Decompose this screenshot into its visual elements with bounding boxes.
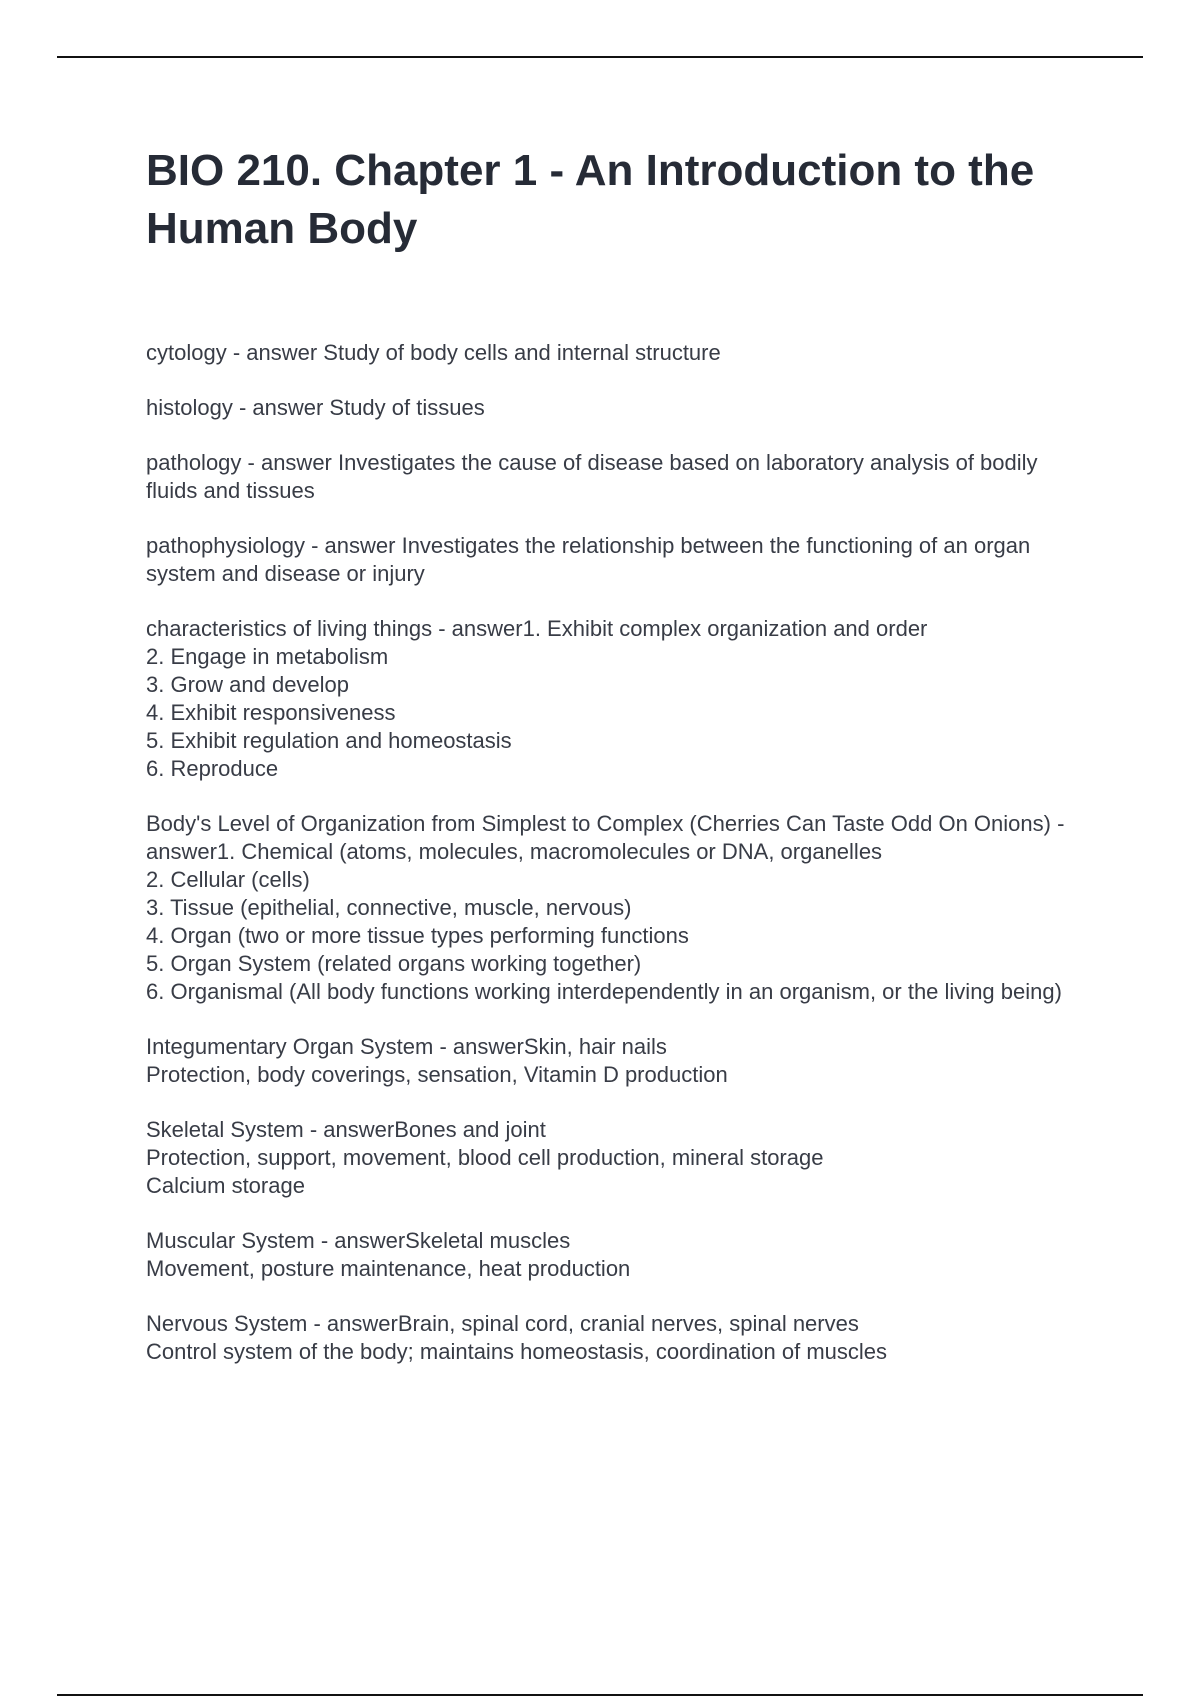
flashcard-entry-histology: histology - answer Study of tissues: [146, 395, 485, 420]
top-rule: [57, 56, 1143, 58]
bottom-rule: [57, 1694, 1143, 1696]
flashcard-entry-skeletal-system: Skeletal System - answerBones and joint Protection, support, movement, blood cell production, mineral storage Calcium storage: [146, 1117, 824, 1198]
flashcard-entry-pathophysiology: pathophysiology - answer Investigates the relationship between the functioning of an organ system and disease or injury: [146, 533, 1031, 586]
flashcard-entry-cytology: cytology - answer Study of body cells and internal structure: [146, 340, 721, 365]
flashcard-entry-levels-of-organization: Body's Level of Organization from Simplest to Complex (Cherries Can Taste Odd On Onions) - answer1. Chemical (atoms, molecules, macromolecules or DNA, organelles 2. Cellular (cells) 3. Tissue (epithelial, connective, muscle, nervous) 4. Organ (two or more tissue types performing functions 5. Organ System (related organs working together) 6. Organismal (All body functions working interdependently in an organism, or the living being): [146, 811, 1065, 1004]
flashcard-entry-muscular-system: Muscular System - answerSkeletal muscles Movement, posture maintenance, heat production: [146, 1228, 631, 1281]
flashcard-entry-integumentary-system: Integumentary Organ System - answerSkin, hair nails Protection, body coverings, sensation, Vitamin D production: [146, 1034, 728, 1087]
page-title: BIO 210. Chapter 1 - An Introduction to the Human Body: [146, 146, 1035, 253]
flashcard-entry-characteristics-of-living-things: characteristics of living things - answer1. Exhibit complex organization and order 2. Engage in metabolism 3. Grow and develop 4. Exhibit responsiveness 5. Exhibit regulation and homeostasis 6. Reproduce: [146, 616, 928, 781]
flashcard-entry-pathology: pathology - answer Investigates the cause of disease based on laboratory analysis of bodily fluids and tissues: [146, 450, 1038, 503]
flashcard-entry-nervous-system: Nervous System - answerBrain, spinal cord, cranial nerves, spinal nerves Control system of the body; maintains homeostasis, coordination of muscles: [146, 1311, 888, 1364]
flashcard-list: [146, 339, 1091, 1393]
